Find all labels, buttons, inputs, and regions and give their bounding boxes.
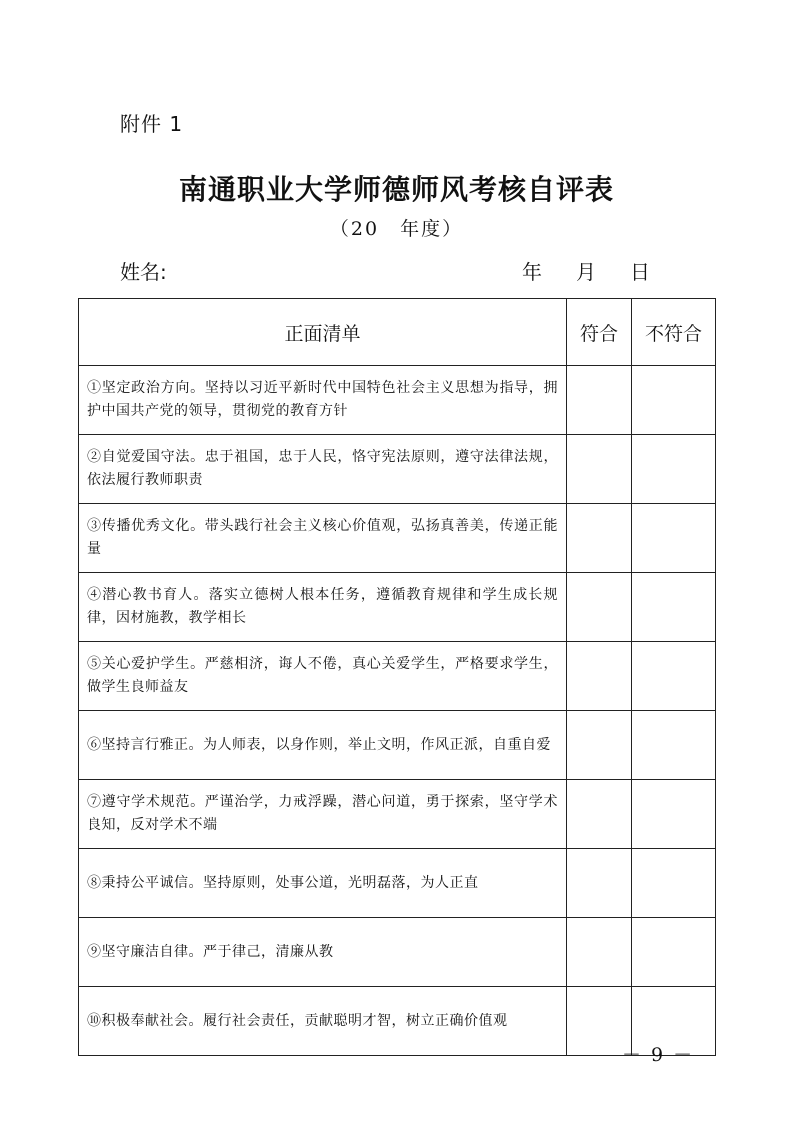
conform-checkbox-cell[interactable] — [567, 573, 632, 642]
date-year-label: 年 — [522, 260, 542, 284]
conform-checkbox-cell[interactable] — [567, 711, 632, 780]
conform-checkbox-cell[interactable] — [567, 849, 632, 918]
table-row — [79, 849, 716, 918]
criterion-text: ⑤关心爱护学生。严慈相济，诲人不倦，真心关爱学生，严格要求学生，做学生良师益友 — [79, 642, 567, 711]
table-row — [79, 504, 716, 573]
not-conform-checkbox-cell[interactable] — [632, 711, 716, 780]
not-conform-checkbox-cell[interactable] — [632, 504, 716, 573]
attachment-label: 附件 1 — [120, 112, 184, 136]
header-conform: 符合 — [567, 299, 632, 366]
criterion-text: ⑦遵守学术规范。严谨治学，力戒浮躁，潜心问道，勇于探索，坚守学术良知，反对学术不端 — [79, 780, 567, 849]
table-row — [79, 711, 716, 780]
criterion-text: ②自觉爱国守法。忠于祖国，忠于人民，恪守宪法原则，遵守法律法规，依法履行教师职责 — [79, 435, 567, 504]
not-conform-checkbox-cell[interactable] — [632, 435, 716, 504]
name-label: 姓名: — [120, 260, 167, 284]
conform-checkbox-cell[interactable] — [567, 435, 632, 504]
header-not-conform: 不符合 — [632, 299, 716, 366]
criterion-text: ①坚定政治方向。坚持以习近平新时代中国特色社会主义思想为指导，拥护中国共产党的领导，贯彻党的教育方针 — [79, 366, 567, 435]
conform-checkbox-cell[interactable] — [567, 918, 632, 987]
table-row — [79, 642, 716, 711]
table-header-row — [79, 299, 716, 366]
self-assessment-table — [78, 298, 716, 1056]
not-conform-checkbox-cell[interactable] — [632, 849, 716, 918]
table-row — [79, 918, 716, 987]
criterion-text: ⑩积极奉献社会。履行社会责任，贡献聪明才智，树立正确价值观 — [79, 987, 567, 1056]
not-conform-checkbox-cell[interactable] — [632, 918, 716, 987]
not-conform-checkbox-cell[interactable] — [632, 780, 716, 849]
table-row — [79, 780, 716, 849]
criterion-text: ⑨坚守廉洁自律。严于律己，清廉从教 — [79, 918, 567, 987]
table-row — [79, 573, 716, 642]
criterion-text: ③传播优秀文化。带头践行社会主义核心价值观，弘扬真善美，传递正能量 — [79, 504, 567, 573]
year-subtitle: （20 年度） — [329, 218, 464, 240]
conform-checkbox-cell[interactable] — [567, 504, 632, 573]
criterion-text: ⑥坚持言行雅正。为人师表，以身作则，举止文明，作风正派，自重自爱 — [79, 711, 567, 780]
date-line — [522, 256, 650, 285]
conform-checkbox-cell[interactable] — [567, 780, 632, 849]
not-conform-checkbox-cell[interactable] — [632, 642, 716, 711]
not-conform-checkbox-cell[interactable] — [632, 573, 716, 642]
table-row — [79, 435, 716, 504]
date-day-label: 日 — [630, 260, 650, 284]
conform-checkbox-cell[interactable] — [567, 642, 632, 711]
table-row — [79, 366, 716, 435]
criterion-text: ④潜心教书育人。落实立德树人根本任务，遵循教育规律和学生成长规律，因材施教，教学相长 — [79, 573, 567, 642]
document-title: 南通职业大学师德师风考核自评表 — [178, 173, 614, 206]
conform-checkbox-cell[interactable] — [567, 366, 632, 435]
self-assessment-table-container — [78, 298, 715, 1056]
date-month-label: 月 — [576, 260, 596, 284]
table-row — [79, 987, 716, 1056]
not-conform-checkbox-cell[interactable] — [632, 366, 716, 435]
header-positive-list: 正面清单 — [79, 299, 567, 366]
criterion-text: ⑧秉持公平诚信。坚持原则，处事公道，光明磊落，为人正直 — [79, 849, 567, 918]
page-number: － 9 － — [622, 1044, 695, 1066]
